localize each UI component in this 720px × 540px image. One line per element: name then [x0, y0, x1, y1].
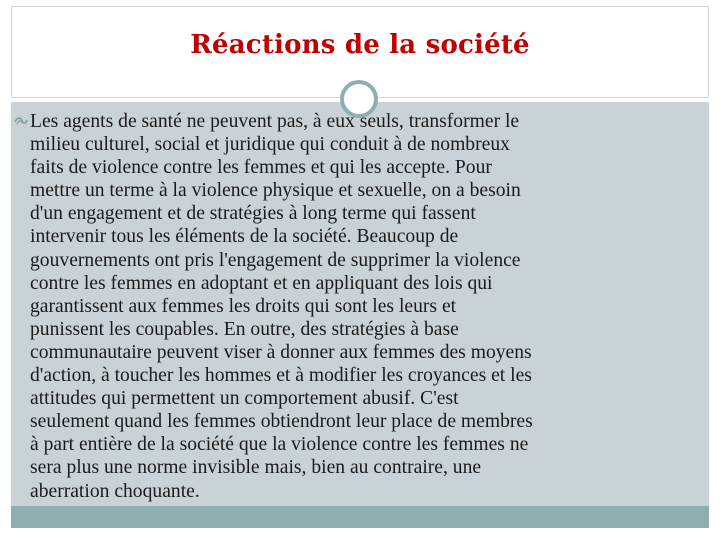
body-line: faits de violence contre les femmes et qui les accepte. Pour — [30, 157, 492, 179]
body-line: mettre un terme à la violence physique et sexuelle, on a besoin — [30, 180, 521, 202]
body-line: d'un engagement et de stratégies à long terme qui fassent — [30, 203, 476, 225]
body-line: gouvernements ont pris l'engagement de supprimer la violence — [30, 249, 521, 271]
bottom-accent-band — [11, 506, 709, 528]
body-line: milieu culturel, social et juridique qui conduit à de nombreux — [30, 134, 510, 156]
body-line: à part entière de la société que la violence contre les femmes ne — [30, 434, 529, 456]
body-line: communautaire peuvent viser à donner aux femmes des moyens — [30, 341, 532, 363]
body-line: sera plus une norme invisible mais, bien au contraire, une — [30, 457, 482, 479]
slide-title: Réactions de la société — [190, 30, 530, 60]
body-line: punissent les coupables. En outre, des stratégies à base — [30, 318, 459, 340]
swirl-bullet-icon — [14, 116, 28, 128]
body-line: intervenir tous les éléments de la société. Beaucoup de — [30, 226, 459, 248]
body-line: seulement quand les femmes obtiendront leur place de membres — [30, 411, 533, 433]
body-line: d'action, à toucher les hommes et à modifier les croyances et les — [30, 365, 532, 387]
body-line: aberration choquante. — [30, 480, 200, 502]
bullet-text — [30, 110, 714, 503]
body-line: Les agents de santé ne peuvent pas, à eux seuls, transformer le — [30, 111, 520, 132]
body-line: contre les femmes en adoptant et en appliquant des lois qui — [30, 272, 493, 294]
body-line: attitudes qui permettent un comportement abusif. C'est — [30, 388, 459, 410]
body-line: garantissent aux femmes les droits qui sont les leurs et — [30, 295, 457, 317]
